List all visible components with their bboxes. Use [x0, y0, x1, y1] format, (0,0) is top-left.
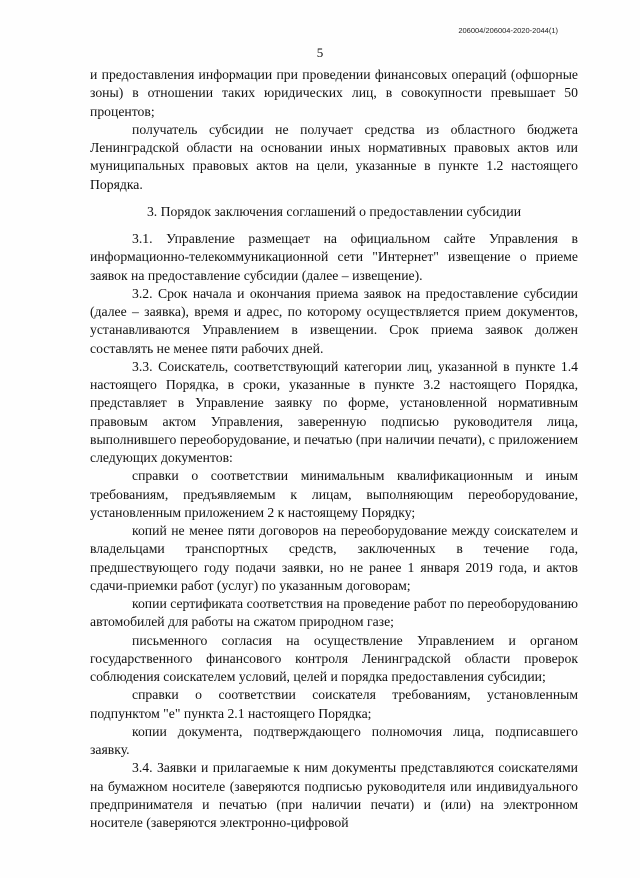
document-body — [90, 66, 578, 832]
list-item: письменного согласия на осуществление Управлением и органом государственного финансового контроля Ленинградской области проверок соблюдения соискателем условий, целей и порядка предоставления субсидии; — [90, 632, 578, 684]
paragraph: 3.1. Управление размещает на официальном сайте Управления в информационно-телекоммуникационной сети "Интернет" извещение о приеме заявок на предоставление субсидии (далее – извещение). — [90, 231, 578, 283]
list-item: справки о соответствии соискателя требованиям, установленным подпунктом "е" пункта 2.1 настоящего Порядка; — [90, 687, 578, 721]
paragraph: 3.3. Соискатель, соответствующий категории лиц, указанной в пункте 1.4 настоящего Порядка, в сроки, указанные в пункте 3.2 настоящего Порядка, представляет в Управление заявку по форме, установленной нормативным правовым актом Управления, заверенную подписью руководителя лица, выполнившего переоборудование, и печатью (при наличии печати), с приложением следующих документов: — [90, 358, 578, 465]
document-id: 206004/206004-2020-2044(1) — [458, 26, 558, 35]
list-item: копии документа, подтверждающего полномочия лица, подписавшего заявку. — [90, 723, 578, 757]
paragraph: 3.4. Заявки и прилагаемые к ним документы представляются соискателями на бумажном носителе (заверяются подписью руководителя или индивидуального предпринимателя и печатью (при наличии печати) и (или) на электронном носителе (заверяются электронно-цифровой — [90, 760, 578, 830]
paragraph: получатель субсидии не получает средства из областного бюджета Ленинградской области на основании иных нормативных правовых актов или муниципальных правовых актов на цели, указанные в пункте 1.2 настоящего Порядка. — [90, 121, 578, 192]
section-title: 3. Порядок заключения соглашений о предоставлении субсидии — [146, 203, 522, 219]
list-item: справки о соответствии минимальным квалификационным и иным требованиям, предъявляемым к лицам, выполняющим переоборудование, установленным приложением 2 к настоящему Порядку; — [90, 468, 578, 520]
list-item: копии сертификата соответствия на проведение работ по переоборудованию автомобилей для работы на сжатом природном газе; — [90, 596, 578, 630]
paragraph: и предоставления информации при проведении финансовых операций (офшорные зоны) в отношении таких юридических лиц, в совокупности превышает 50 процентов; — [90, 67, 578, 119]
paragraph: 3.2. Срок начала и окончания приема заявок на предоставление субсидии (далее – заявка), время и адрес, по которому осуществляется прием документов, устанавливаются Управлением в извещении. Срок приема заявок должен составлять не менее пяти рабочих дней. — [90, 285, 578, 356]
list-item: копий не менее пяти договоров на переоборудование между соискателем и владельцами транспортных средств, заключенных в течение года, предшествующего году подачи заявки, но не ранее 1 января 2019 года, и актов сдачи-приемки работ (услуг) по указанным договорам; — [90, 523, 578, 593]
page-number: 5 — [316, 45, 324, 60]
